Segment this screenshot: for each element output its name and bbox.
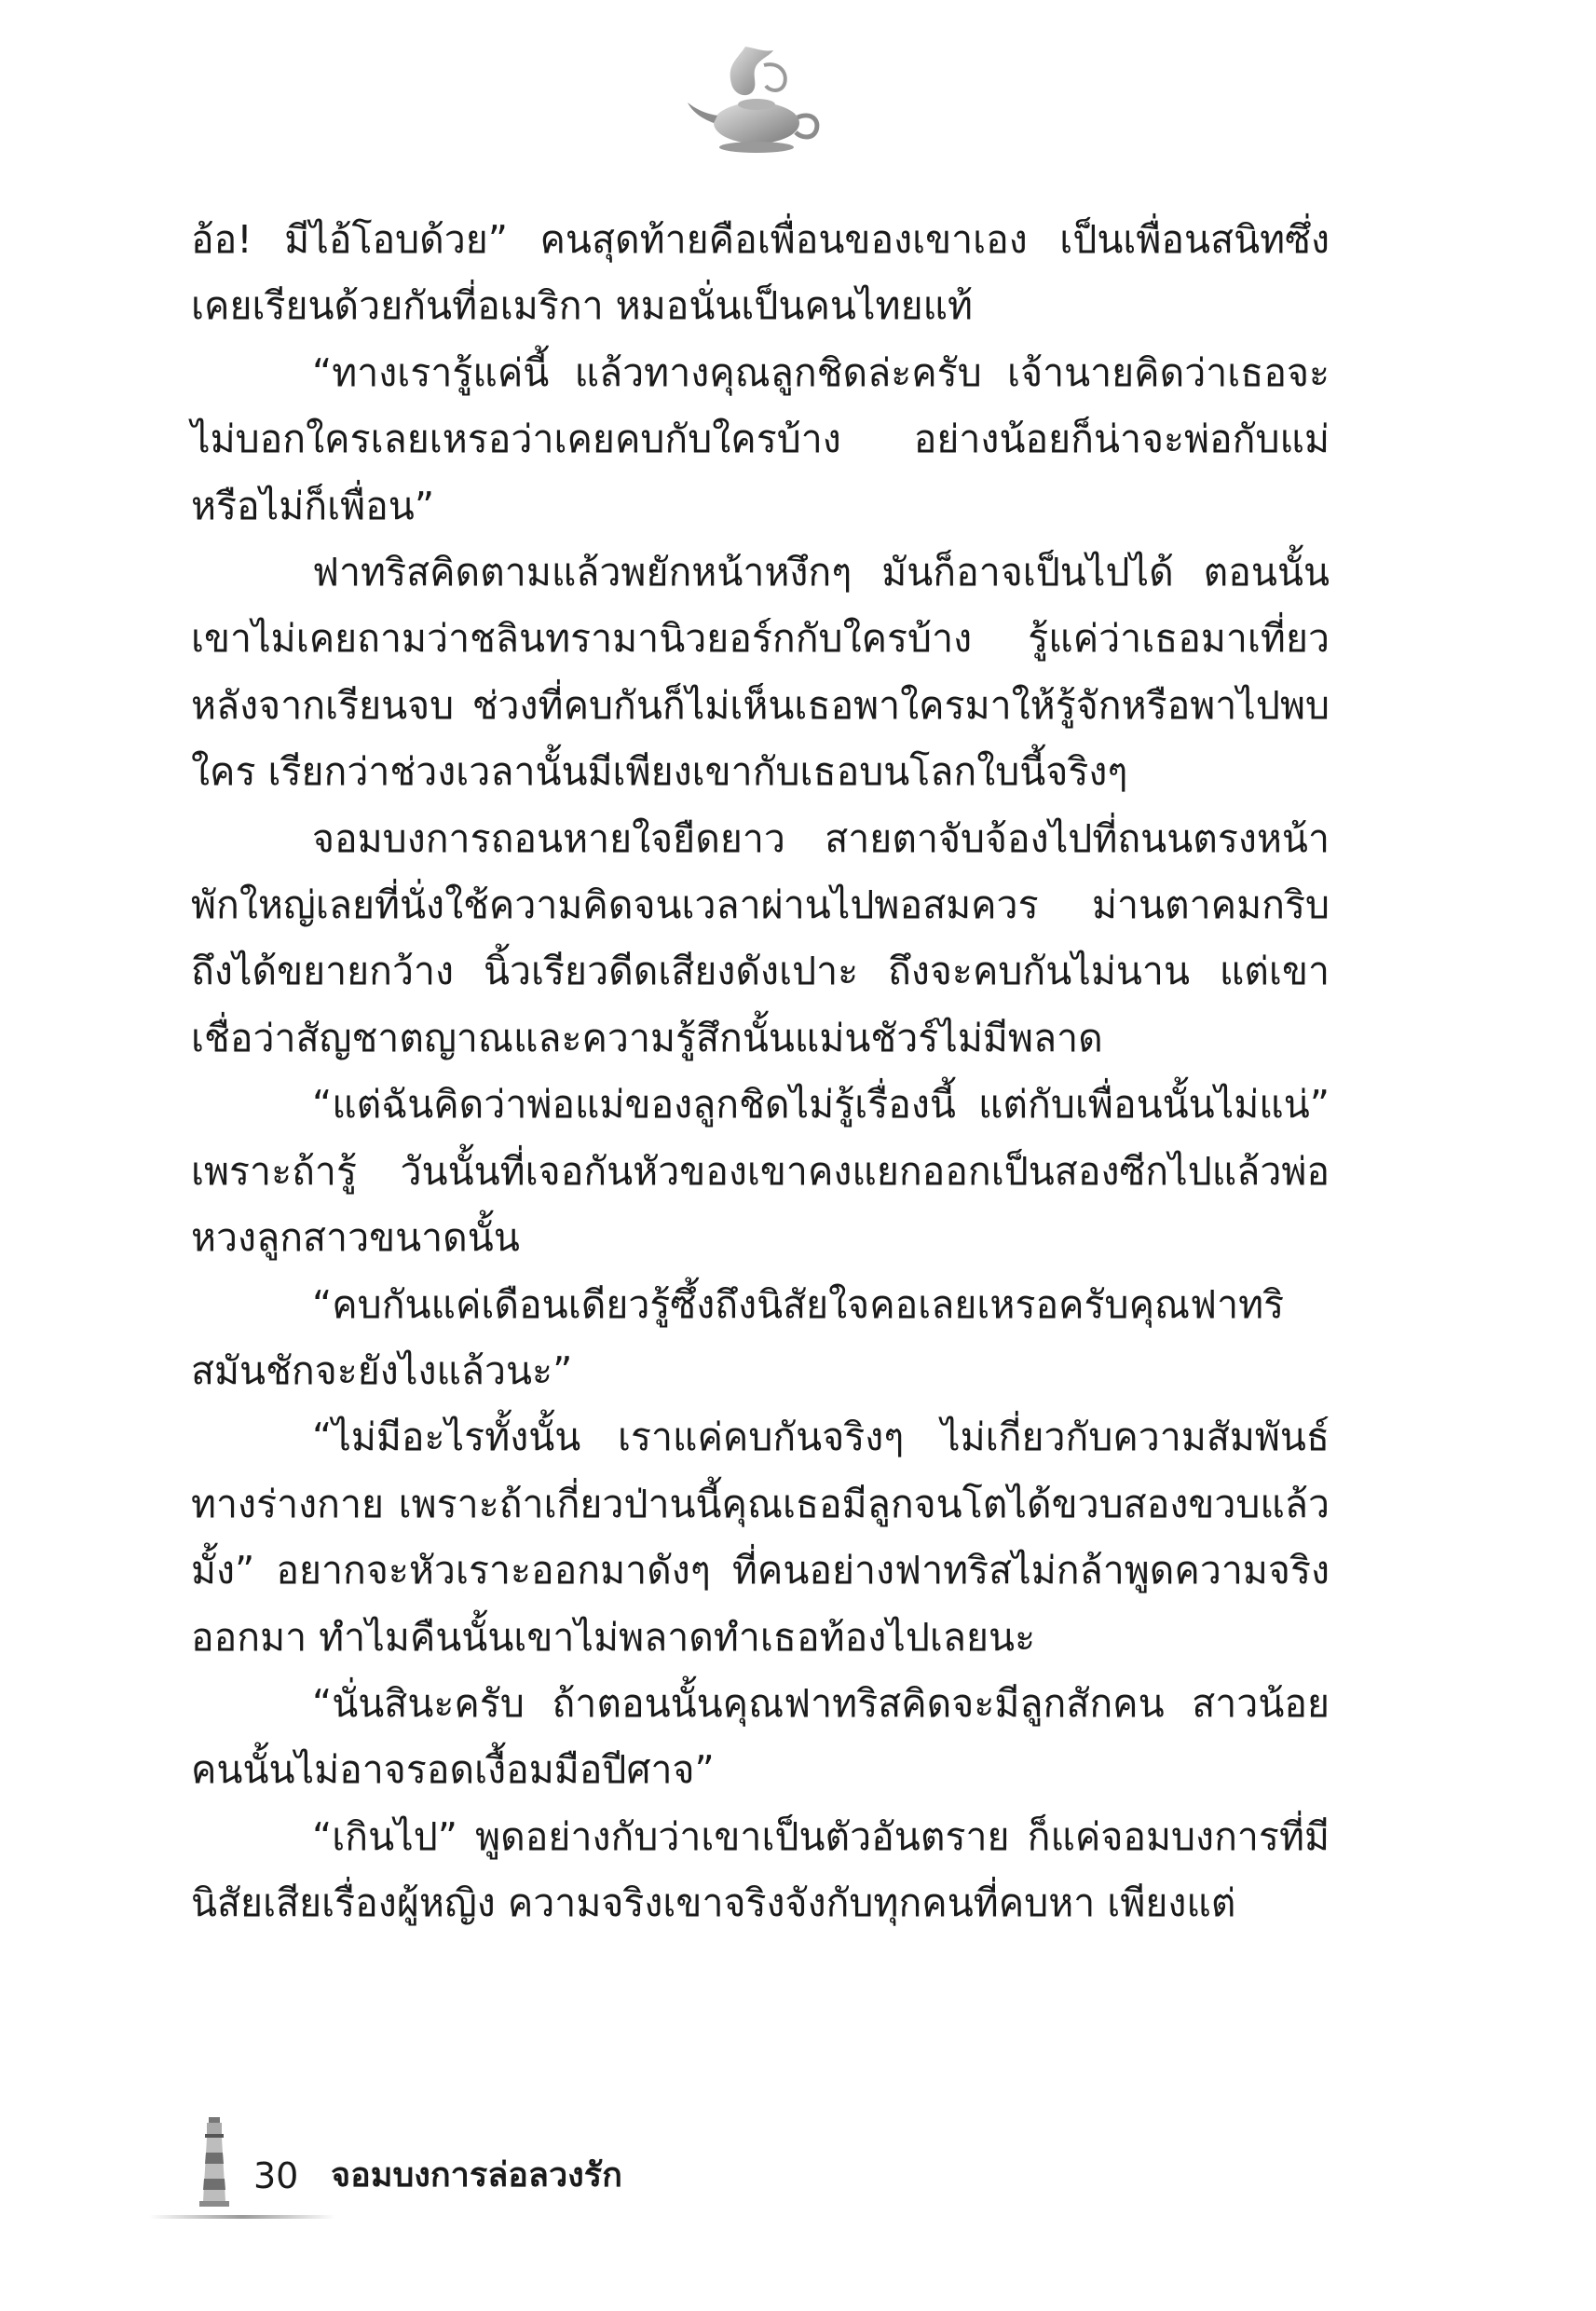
paragraph: “แต่ฉันคิดว่าพ่อแม่ของลูกชิดไม่รู้เรื่องนี้ แต่กับเพื่อนนั้นไม่แน่” เพราะถ้ารู้ วันนั้นที่เจอกันหัวของเขาคงแยกออกเป็นสองซีกไปแล้วพ่อหวงลูกสาวขนาดนั้น — [191, 1082, 1330, 1261]
page-number: 30 — [253, 2155, 299, 2196]
body-text — [191, 207, 1330, 1937]
paragraph: อ้อ! มีไอ้โอบด้วย” คนสุดท้ายคือเพื่อนของเขาเอง เป็นเพื่อนสนิทซึ่งเคยเรียนด้วยกันที่อเมริกา หมอนั่นเป็นคนไทยแท้ — [191, 217, 1330, 329]
paragraph: “คบกันแค่เดือนเดียวรู้ซึ้งถึงนิสัยใจคอเลยเหรอครับคุณฟาทริสมันชักจะยังไงแล้วนะ” — [191, 1281, 1285, 1393]
paragraph: “นั่นสินะครับ ถ้าตอนนั้นคุณฟาทริสคิดจะมีลูกสักคน สาวน้อยคนนั้นไม่อาจรอดเงื้อมมือปีศาจ” — [191, 1680, 1330, 1793]
lighthouse-icon — [196, 2115, 233, 2208]
paragraph: “ทางเรารู้แค่นี้ แล้วทางคุณลูกชิดล่ะครับ เจ้านายคิดว่าเธอจะไม่บอกใครเลยเหรอว่าเคยคบกับใครบ้าง อย่างน้อยก็น่าจะพ่อกับแม่หรือไม่ก็เพื่อน” — [191, 349, 1330, 528]
page-footer — [149, 2115, 708, 2218]
paragraph: “ไม่มีอะไรทั้งนั้น เราแค่คบกันจริงๆ ไม่เกี่ยวกับความสัมพันธ์ทางร่างกาย เพราะถ้าเกี่ยวป่านนี้คุณเธอมีลูกจนโตได้ขวบสองขวบแล้วมั้ง” อยากจะหัวเราะออกมาดังๆ ที่คนอย่างฟาทริสไม่กล้าพูดความจริงออกมา ทำไมคืนนั้นเขาไม่พลาดทำเธอท้องไปเลยนะ — [191, 1415, 1330, 1660]
header-ornament-icon — [680, 37, 829, 168]
book-title: จอมบงการล่อลวงรัก — [331, 2156, 622, 2195]
paragraph: “เกินไป” พูดอย่างกับว่าเขาเป็นตัวอันตราย ก็แค่จอมบงการที่มีนิสัยเสียเรื่องผู้หญิง ความจริงเขาจริงจังกับทุกคนที่คบหา เพียงแต่ — [191, 1813, 1330, 1926]
paragraph: ฟาทริสคิดตามแล้วพยักหน้าหงึกๆ มันก็อาจเป็นไปได้ ตอนนั้นเขาไม่เคยถามว่าชลินทรามานิวยอร์กกับใครบ้าง รู้แค่ว่าเธอมาเที่ยวหลังจากเรียนจบ ช่วงที่คบกันก็ไม่เห็นเธอพาใครมาให้รู้จักหรือพาไปพบใคร เรียกว่าช่วงเวลานั้นมีเพียงเขากับเธอบนโลกใบนี้จริงๆ — [191, 550, 1330, 795]
footer-divider — [149, 2205, 335, 2208]
paragraph: จอมบงการถอนหายใจยืดยาว สายตาจับจ้องไปที่ถนนตรงหน้าพักใหญ่เลยที่นั่งใช้ความคิดจนเวลาผ่านไปพอสมควร ม่านตาคมกริบถึงได้ขยายกว้าง นิ้วเรียวดีดเสียงดังเปาะ ถึงจะคบกันไม่นาน แต่เขาเชื่อว่าสัญชาตญาณและความรู้สึกนั้นแม่นชัวร์ไม่มีพลาด — [191, 815, 1330, 1060]
